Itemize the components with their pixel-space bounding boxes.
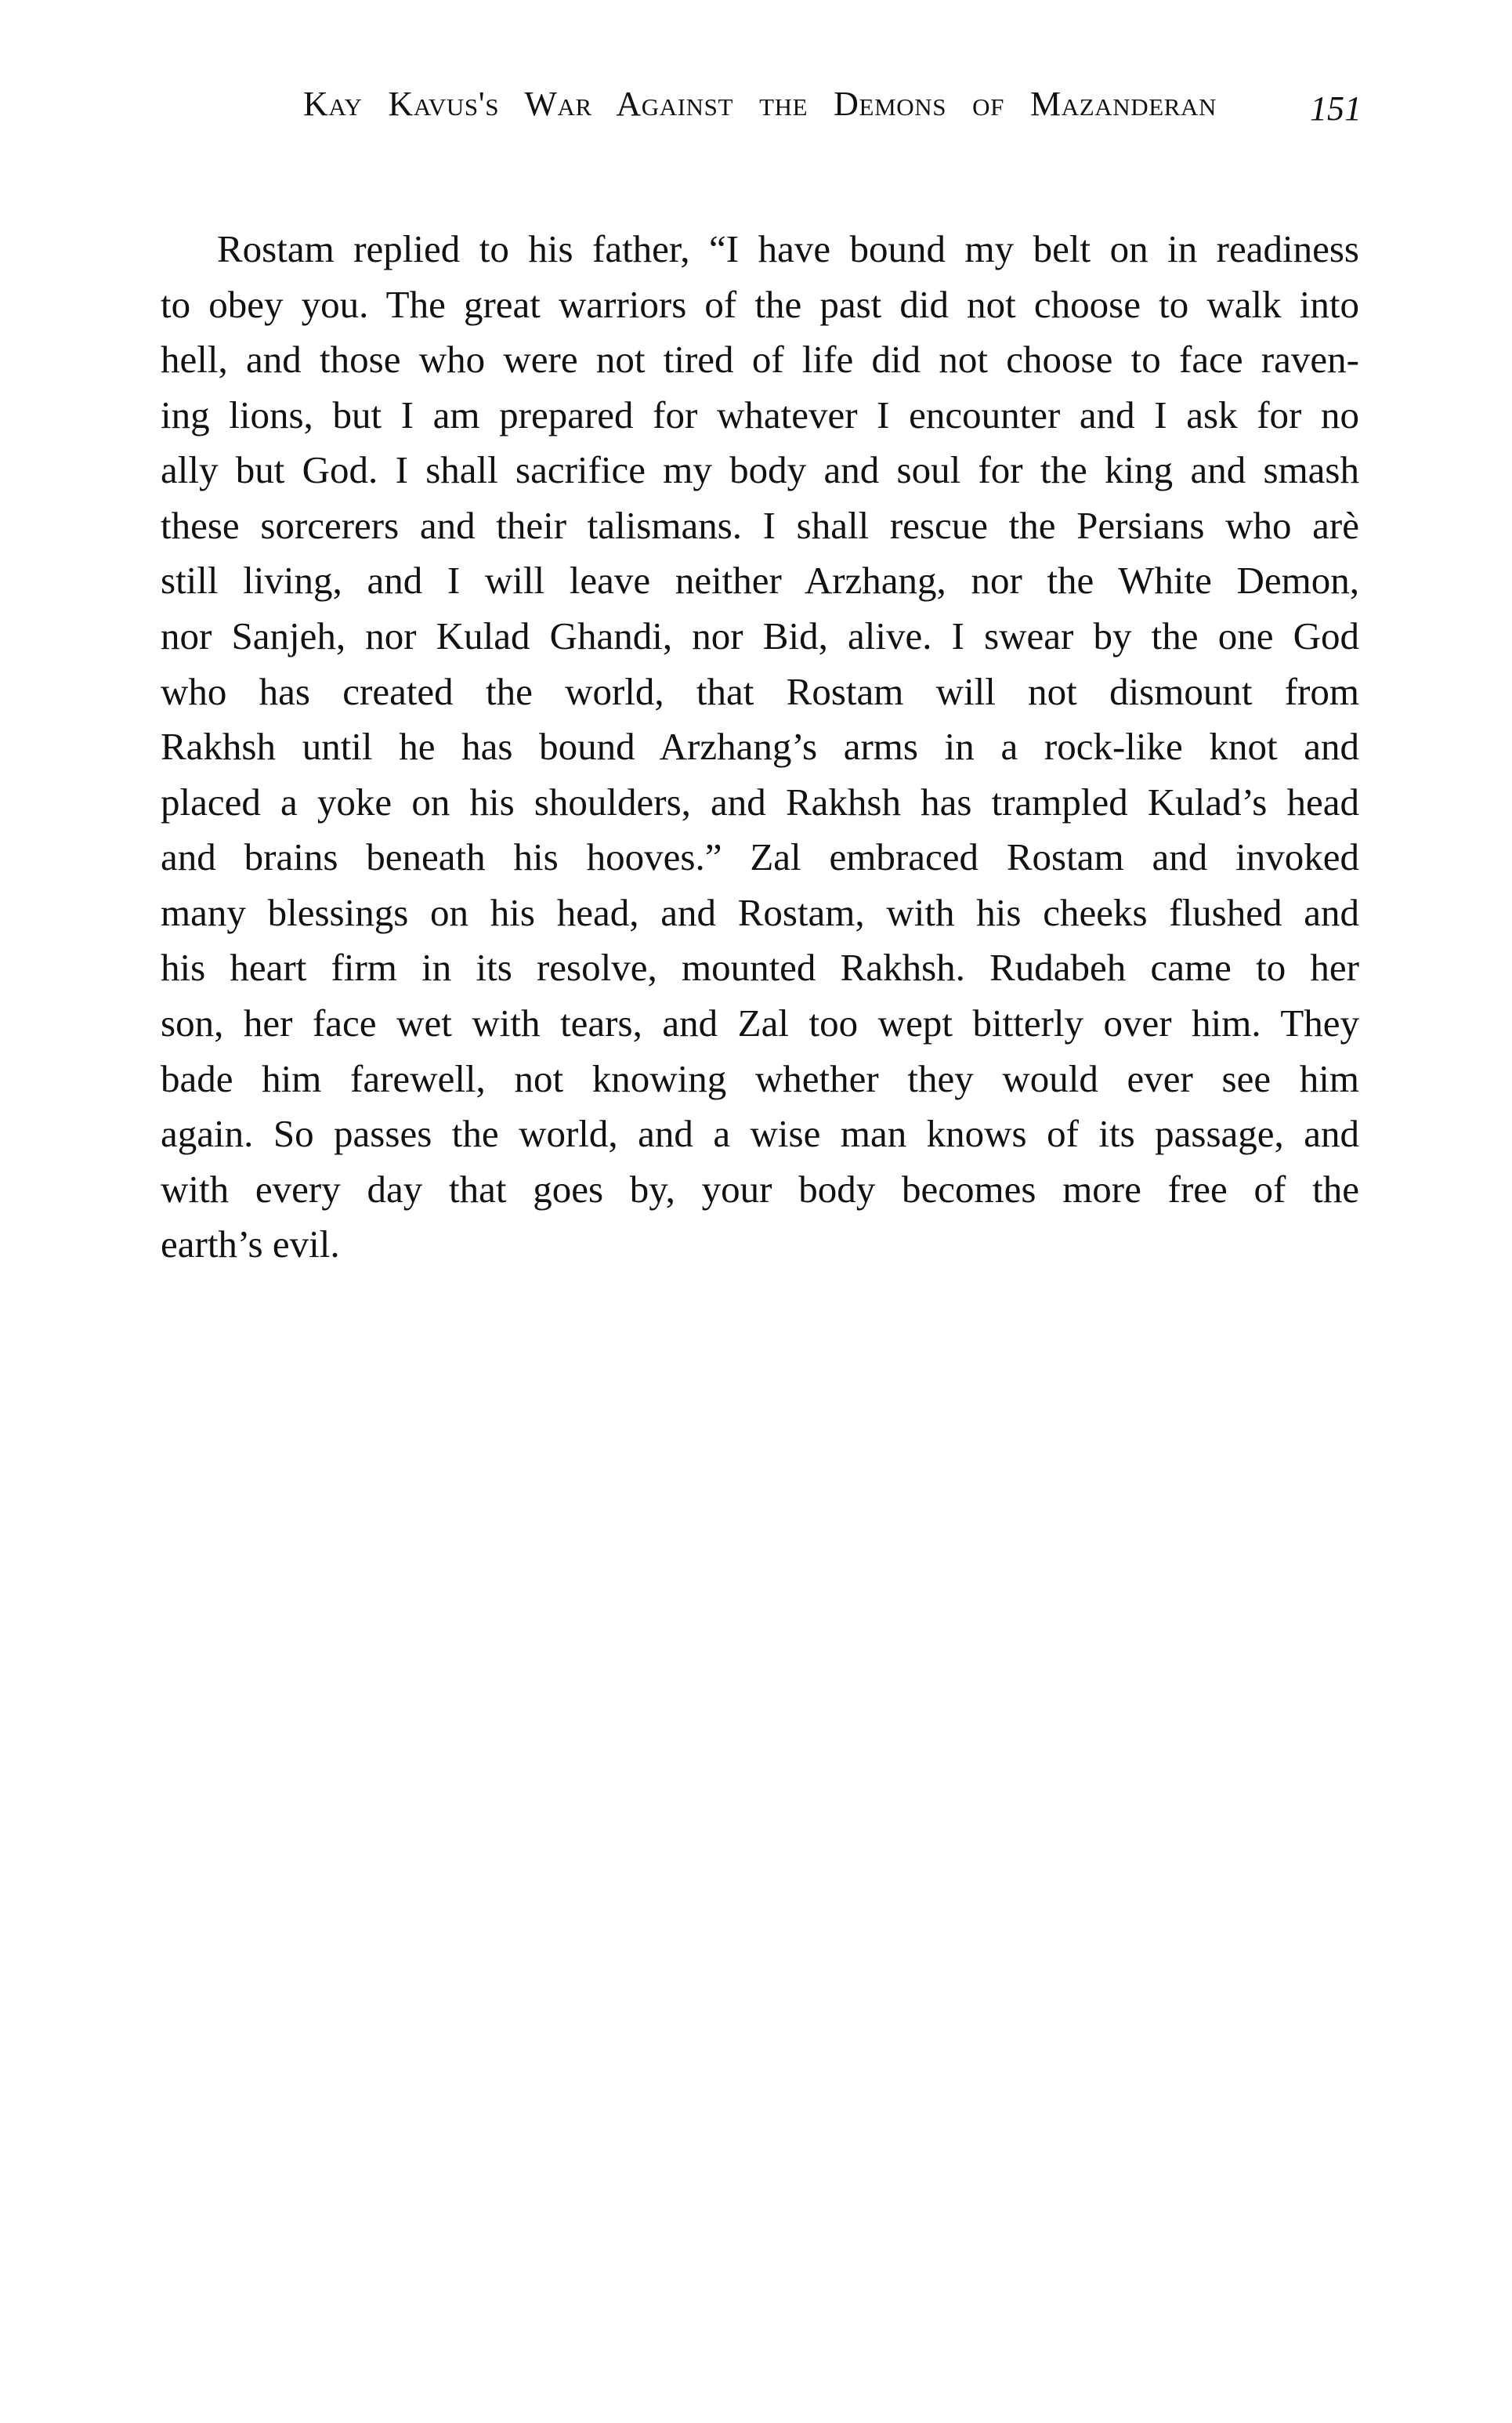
text-line: with every day that goes by, your body becomes more free of the — [161, 1168, 1359, 1211]
text-line: who has created the world, that Rostam will not dismount from — [161, 670, 1359, 713]
text-line: ally but God. I shall sacrifice my body and soul for the king and smash — [161, 448, 1359, 491]
text-line: hell, and those who were not tired of life did not choose to face raven- — [161, 338, 1359, 381]
text-line: nor Sanjeh, nor Kulad Ghandi, nor Bid, alive. I swear by the one God — [161, 614, 1359, 657]
text-line: son, her face wet with tears, and Zal too wept bitterly over him. They — [161, 1001, 1359, 1045]
page-number: 151 — [1310, 89, 1362, 128]
text-line: ing lions, but I am prepared for whatever I encounter and I ask for no — [161, 393, 1359, 436]
text-line-last: earth’s evil. — [161, 1222, 340, 1266]
running-head-title: Kay Kavus's War Against the Demons of Mazanderan — [303, 85, 1217, 123]
text-line: again. So passes the world, and a wise man knows of its passage, and — [161, 1112, 1359, 1155]
text-line: Rostam replied to his father, “I have bound my belt on in readiness — [217, 227, 1359, 270]
text-line: these sorcerers and their talismans. I shall rescue the Persians who arè — [161, 504, 1359, 547]
text-line: placed a yoke on his shoulders, and Rakhsh has trampled Kulad’s head — [161, 781, 1359, 824]
text-line: still living, and I will leave neither Arzhang, nor the White Demon, — [161, 559, 1359, 602]
text-line: many blessings on his head, and Rostam, with his cheeks flushed and — [161, 891, 1359, 934]
text-line: bade him farewell, not knowing whether they would ever see him — [161, 1057, 1359, 1100]
text-line: his heart firm in its resolve, mounted Rakhsh. Rudabeh came to her — [161, 946, 1359, 989]
text-line: Rakhsh until he has bound Arzhang’s arms in a rock-like knot and — [161, 725, 1359, 768]
text-line: to obey you. The great warriors of the past did not choose to walk into — [161, 283, 1359, 326]
text-line: and brains beneath his hooves.” Zal embraced Rostam and invoked — [161, 835, 1359, 878]
